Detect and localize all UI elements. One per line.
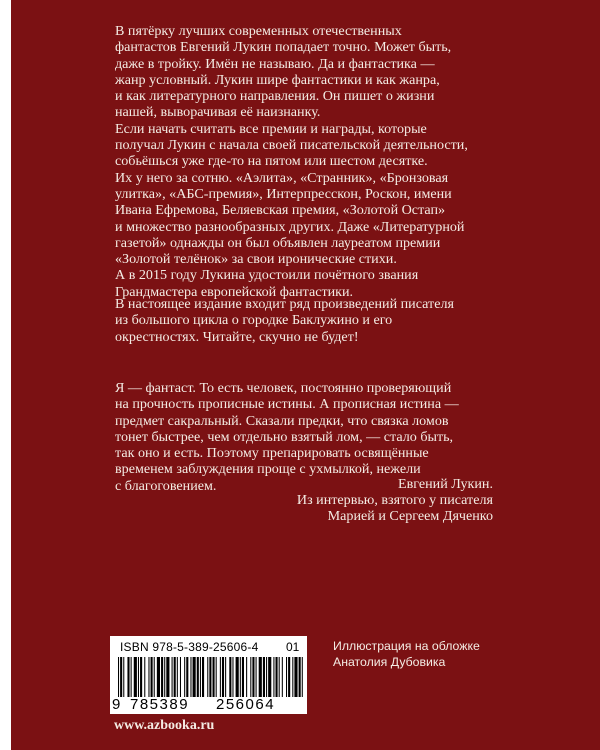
barcode-bar (209, 657, 211, 697)
barcode-bar (246, 657, 247, 697)
barcode-bar (193, 657, 196, 697)
barcode-digits-right: 256064 (216, 696, 276, 713)
barcode-bar (186, 657, 188, 697)
barcode-bar (229, 657, 231, 697)
barcode-bar (164, 657, 165, 697)
barcode-bar (299, 657, 301, 697)
barcode-bar (232, 657, 233, 697)
barcode-bar (250, 657, 251, 697)
barcode-bar (166, 657, 169, 697)
barcode-bar (279, 657, 280, 697)
barcode-bar (263, 657, 265, 697)
barcode-bar (134, 657, 137, 697)
isbn-addon: 01 (286, 640, 300, 654)
barcode-bar (225, 657, 226, 697)
barcode-bar (144, 657, 145, 697)
barcode-bar (174, 657, 176, 697)
barcode-bar (202, 657, 204, 697)
barcode-bar (148, 657, 149, 697)
publisher-website: www.azbooka.ru (114, 718, 215, 733)
barcode-bar (216, 657, 217, 697)
barcode-bars (118, 657, 303, 697)
barcode-bar (220, 657, 221, 697)
barcode-bar (302, 657, 303, 697)
barcode-bar (236, 657, 239, 697)
barcode-bar (127, 657, 129, 697)
barcode-bar (256, 657, 257, 697)
isbn-number: ISBN 978-5-389-25606-4 (120, 640, 259, 654)
barcode-bar (118, 657, 119, 697)
barcode-bar (161, 657, 163, 697)
barcode-bar (184, 657, 185, 697)
barcode-bar (197, 657, 199, 697)
barcode-digit-first: 9 (112, 696, 122, 713)
barcode-bar (268, 657, 271, 697)
barcode-bar (282, 657, 283, 697)
barcode-bar (213, 657, 215, 697)
barcode-bar (288, 657, 290, 697)
barcode-bar (259, 657, 262, 697)
barcode-bar (252, 657, 254, 697)
barcode-bar (123, 657, 124, 697)
barcode-bar (200, 657, 201, 697)
barcode-digits-left: 785389 (130, 696, 190, 713)
barcode-bar (240, 657, 241, 697)
barcode-bar (138, 657, 139, 697)
illustration-credit: Иллюстрация на обложке Анатолия Дубовика (333, 639, 480, 669)
quote-signature-name: Евгений Лукин. (398, 476, 493, 492)
barcode-bar (180, 657, 181, 697)
barcode-bar (222, 657, 224, 697)
barcode-bar (177, 657, 178, 697)
author-quote: Я — фантаст. То есть человек, постоянно проверяющий на прочность прописные истины. А прописная истина — предмет сакральный. Сказали предки, что связка ломов тонет быстрее, чем отдельно взятый лом, — стало быть, так оно и есть. Поэтому препарировать освящённые временем заблуждения проще с ухмылкой, нежели с благоговением. (115, 380, 459, 494)
edition-text: В настоящее издание входит ряд произведений писателя из большого цикла о городке Баклужино и его окрестностях. Читайте, скучно не будет! (115, 296, 454, 345)
barcode-bar (276, 657, 278, 697)
barcode-bar (292, 657, 293, 697)
barcode-bar (131, 657, 132, 697)
barcode-bar (207, 657, 208, 697)
barcode-bar (151, 657, 153, 697)
barcode-bar (154, 657, 155, 697)
intro-text: В пятёрку лучших современных отечественных фантастов Евгений Лукин попадает точно. Может быть, даже в тройку. Имён не называю. Да и фантастика — жанр условный. Лукин шире фантастики и как жанра, и как литературного направления. Он пишет о жизни нашей, выворачивая её наизнанку. Если начать считать все премии и награды, которые получал Лукин с начала своей писательской деятельности, собьёшься уже где-то на пятом или шестом десятке. Их у него за сотню. «Аэлита», «Странник», «Бронзовая улитка», «АБС-премия», Интерпресскон, Роскон, имени Ивана Ефремова, Беляевская премия, «Золотой Остап» и множество разнообразных других. Даже «Литературной газетой» однажды он был объявлен лауреатом премии «Золотой телёнок» за свои иронические стихи. А в 2015 году Лукина удостоили почётного звания Грандмастера европейской фантастики. (115, 23, 468, 300)
barcode-bar (172, 657, 173, 697)
barcode-bar (273, 657, 274, 697)
barcode-bar (157, 657, 160, 697)
barcode-bar (266, 657, 267, 697)
quote-signature-source: Из интервью, взятого у писателя Марией и Сергеем Дяченко (296, 492, 493, 525)
barcode-bar (120, 657, 122, 697)
back-cover (11, 0, 600, 750)
barcode-bar (294, 657, 297, 697)
barcode-bar (190, 657, 191, 697)
isbn-barcode (110, 636, 307, 714)
barcode-bar (140, 657, 142, 697)
barcode-bar (286, 657, 287, 697)
barcode-bar (242, 657, 244, 697)
